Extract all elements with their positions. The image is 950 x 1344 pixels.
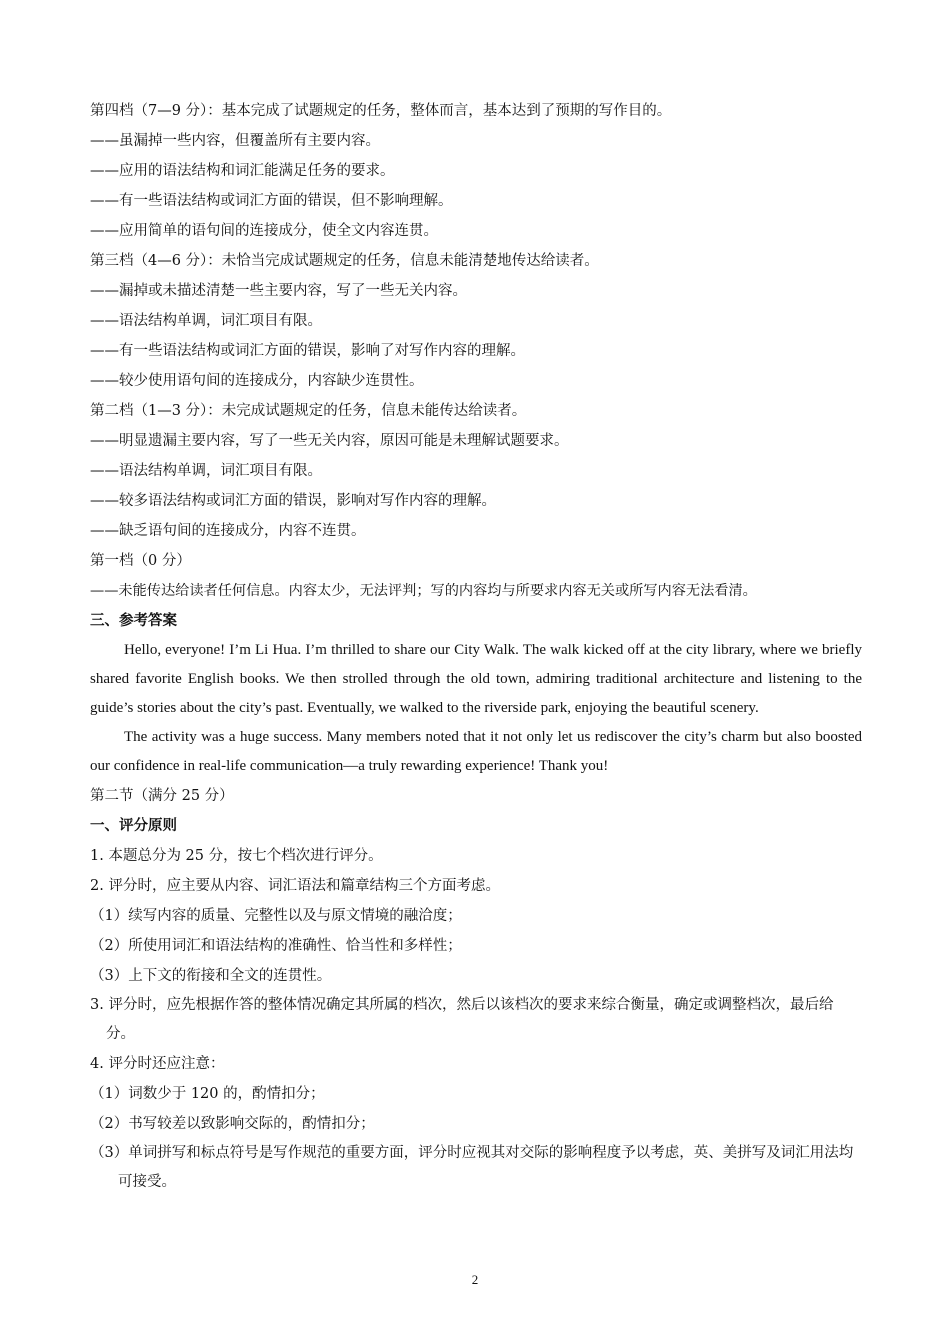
page-number: 2 (471, 1272, 479, 1287)
rule-3: 3. 评分时，应先根据作答的整体情况确定其所属的档次，然后以该档次的要求来综合衡量，确定或调整档次，最后给分。 (90, 997, 834, 1042)
rule-2: 2. 评分时，应主要从内容、词汇语法和篇章结构三个方面考虑。 (90, 878, 500, 894)
level3-item-4: ——较少使用语句间的连接成分，内容缺少连贯性。 (90, 373, 424, 389)
level4-title: 第四档（7—9 分）：基本完成了试题规定的任务，整体而言，基本达到了预期的写作目的。 (90, 103, 672, 119)
level2-item-4: ——缺乏语句间的连接成分，内容不连贯。 (90, 523, 366, 539)
section2-title: 第二节（满分 25 分） (90, 788, 234, 804)
level4-item-4: ——应用简单的语句间的连接成分，使全文内容连贯。 (90, 223, 438, 239)
rule-4-sub-1: （1）词数少于 120 的，酌情扣分； (90, 1086, 325, 1102)
reference-answer-paragraph-2: The activity was a huge success. Many members noted that it not only let us rediscover the city’s charm but also boosted our confidence in real-life communication—a truly rewarding experience! Thank you! (90, 729, 862, 774)
rule-4-sub-3: （3）单词拼写和标点符号是写作规范的重要方面，评分时应视其对交际的影响程度予以考虑，英、美拼写及词汇用法均可接受。 (90, 1145, 854, 1190)
rule-1: 1. 本题总分为 25 分，按七个档次进行评分。 (90, 848, 383, 864)
level4-item-1: ——虽漏掉一些内容，但覆盖所有主要内容。 (90, 133, 380, 149)
reference-answer-paragraph-1: Hello, everyone! I’m Li Hua. I’m thrilled to share our City Walk. The walk kicked off at the city library, where we briefly shared favorite English books. We then strolled through the old town, admiring traditional architecture and listening to the guide’s stories about the city’s past. Eventually, we walked to the riverside park, enjoying the beautiful scenery. (90, 642, 862, 716)
rule-2-sub-2: （2）所使用词汇和语法结构的准确性、恰当性和多样性； (90, 938, 462, 954)
level1-title: 第一档（0 分） (90, 553, 191, 569)
level2-item-1: ——明显遗漏主要内容，写了一些无关内容，原因可能是未理解试题要求。 (90, 433, 569, 449)
level4-item-3: ——有一些语法结构或词汇方面的错误，但不影响理解。 (90, 193, 453, 209)
level3-item-1: ——漏掉或未描述清楚一些主要内容，写了一些无关内容。 (90, 283, 467, 299)
level3-item-3: ——有一些语法结构或词汇方面的错误，影响了对写作内容的理解。 (90, 343, 525, 359)
rule-2-sub-3: （3）上下文的衔接和全文的连贯性。 (90, 968, 332, 984)
level2-item-2: ——语法结构单调，词汇项目有限。 (90, 463, 322, 479)
document-page (90, 96, 862, 1197)
level2-title: 第二档（1—3 分）：未完成试题规定的任务，信息未能传达给读者。 (90, 403, 527, 419)
level3-item-2: ——语法结构单调，词汇项目有限。 (90, 313, 322, 329)
level3-title: 第三档（4—6 分）：未恰当完成试题规定的任务，信息未能清楚地传达给读者。 (90, 253, 599, 269)
reference-answer-heading: 三、参考答案 (90, 612, 177, 629)
rule-4: 4. 评分时还应注意： (90, 1056, 225, 1072)
level1-item-1: ——未能传达给读者任何信息。内容太少，无法评判；写的内容均与所要求内容无关或所写内容无法看清。 (90, 583, 757, 599)
level2-item-3: ——较多语法结构或词汇方面的错误，影响对写作内容的理解。 (90, 493, 496, 509)
level4-item-2: ——应用的语法结构和词汇能满足任务的要求。 (90, 163, 395, 179)
principles-heading: 一、评分原则 (90, 817, 177, 834)
rule-4-sub-2: （2）书写较差以致影响交际的，酌情扣分； (90, 1116, 375, 1132)
rule-2-sub-1: （1）续写内容的质量、完整性以及与原文情境的融洽度； (90, 908, 462, 924)
